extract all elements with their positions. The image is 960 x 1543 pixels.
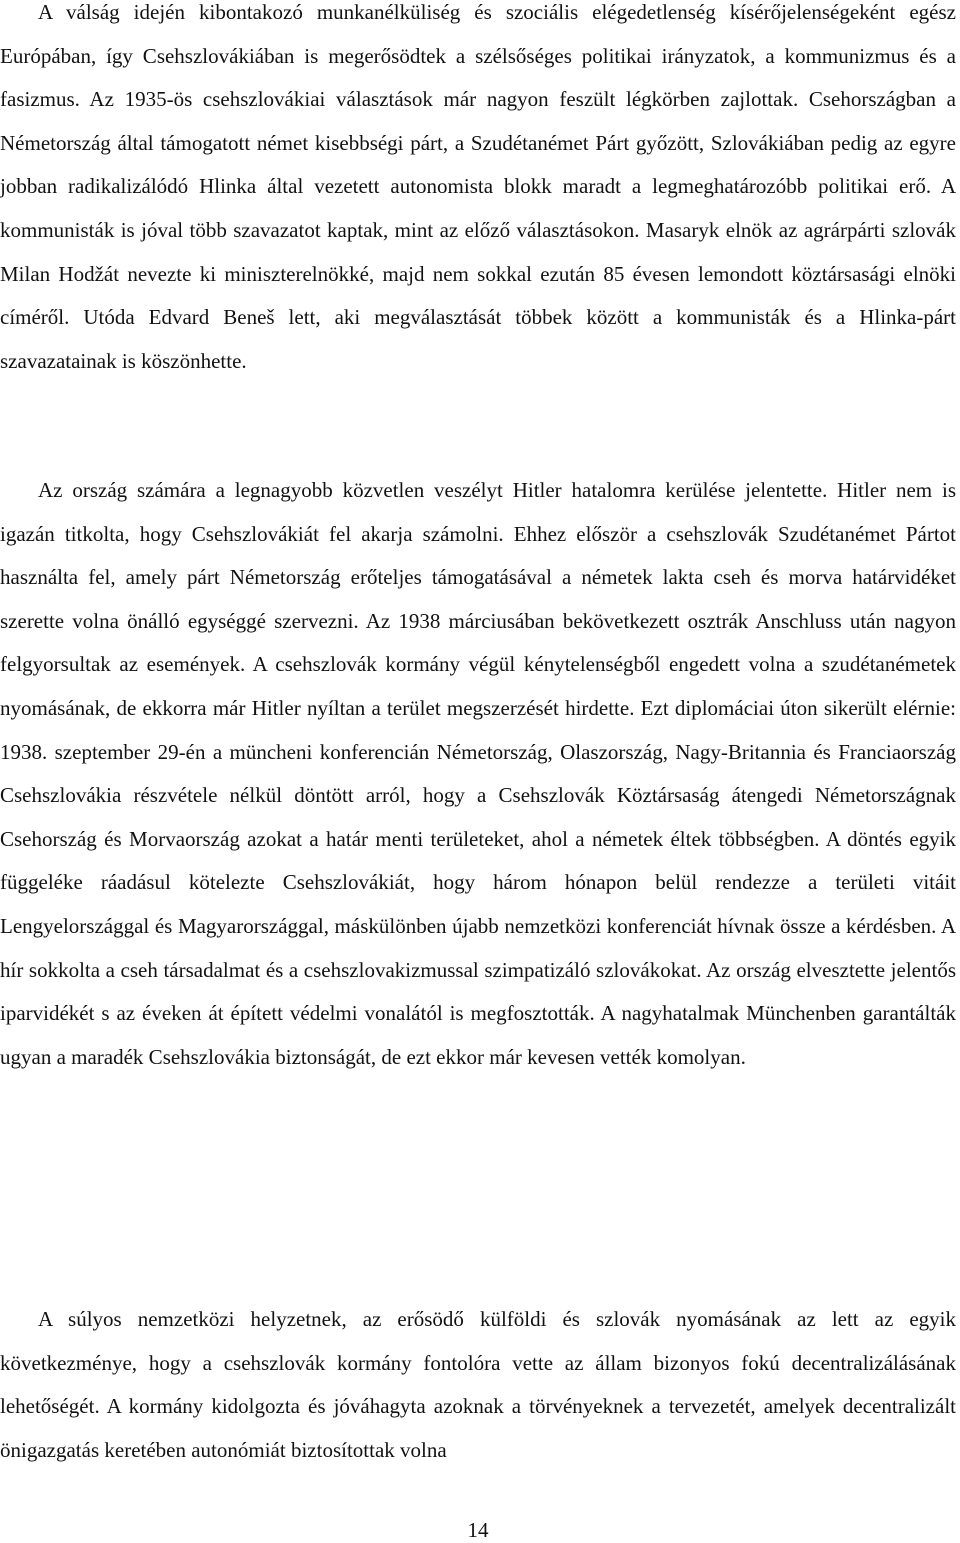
paragraph-2: Az ország számára a legnagyobb közvetlen veszélyt Hitler hatalomra kerülése jelentette. Hitler nem is igazán titkolta, hogy Csehszlovákiát fel akarja számolni. Ehhez először a csehszlovák Szudétanémet Pártot használta fel, amely párt Németország erőteljes támogatásával a németek lakta cseh és morva határvidéket szerette volna önálló egységgé szervezni. Az 1938 márciusában bekövetkezett osztrák Anschluss után nagyon felgyorsultak az események. A csehszlovák kormány végül kénytelenségből engedett volna a szudétanémetek nyomásának, de ekkorra már Hitler nyíltan a terület megszerzését hirdette. Ezt diplomáciai úton sikerült elérnie: 1938. szeptember 29-én a müncheni konferencián Németország, Olaszország, Nagy-Britannia és Franciaország Csehszlovákia részvétele nélkül döntött arról, hogy a Csehszlovák Köztársaság átengedi Németországnak Csehország és Morvaország azokat a határ menti területeket, ahol a németek éltek többségben. A döntés egyik függeléke ráadásul kötelezte Csehszlovákiát, hogy három hónapon belül rendezze a területi vitáit Lengyelországgal és Magyarországgal, máskülönben újabb nemzetközi konferenciát hívnak össze a kérdésben. A hír sokkolta a cseh társadalmat és a csehszlovakizmussal szimpatizáló szlovákokat. Az ország elvesztette jelentős iparvidékét s az éveken át épített védelmi vonalától is megfosztották. A nagyhatalmak Münchenben garantálták ugyan a maradék Csehszlovákia biztonságát, de ezt ekkor már kevesen vették komolyan. bbox=[0, 478, 956, 1069]
paragraph-1: A válság idején kibontakozó munkanélküliség és szociális elégedetlenség kísérőjelenségeként egész Európában, így Csehszlovákiában is megerősödtek a szélsőséges politikai irányzatok, a kommunizmus és a fasizmus. Az 1935-ös csehszlovákiai választások már nagyon feszült légkörben zajlottak. Csehországban a Németország által támogatott német kisebbségi párt, a Szudétanémet Párt győzött, Szlovákiában pedig az egyre jobban radikalizálódó Hlinka által vezetett autonomista blokk maradt a legmeghatározóbb politikai erő. A kommunisták is jóval több szavazatot kaptak, mint az előző választásokon. Masaryk elnök az agrárpárti szlovák Milan Hodžát nevezte ki miniszterelnökké, majd nem sokkal ezután 85 évesen lemondott köztársasági elnöki címéről. Utóda Edvard Beneš lett, aki megválasztását többek között a kommunisták és a Hlinka-párt szavazatainak is köszönhette. bbox=[0, 0, 956, 373]
page-number: 14 bbox=[467, 1518, 489, 1542]
paragraph-3: A súlyos nemzetközi helyzetnek, az erősödő külföldi és szlovák nyomásának az lett az egyik következménye, hogy a csehszlovák kormány fontolóra vette az állam bizonyos fokú decentralizálásának lehetőségét. A kormány kidolgozta és jóváhagyta azoknak a törvényeknek a tervezetét, amelyek decentralizált önigazgatás keretében autonómiát biztosítottak volna bbox=[0, 1307, 956, 1462]
